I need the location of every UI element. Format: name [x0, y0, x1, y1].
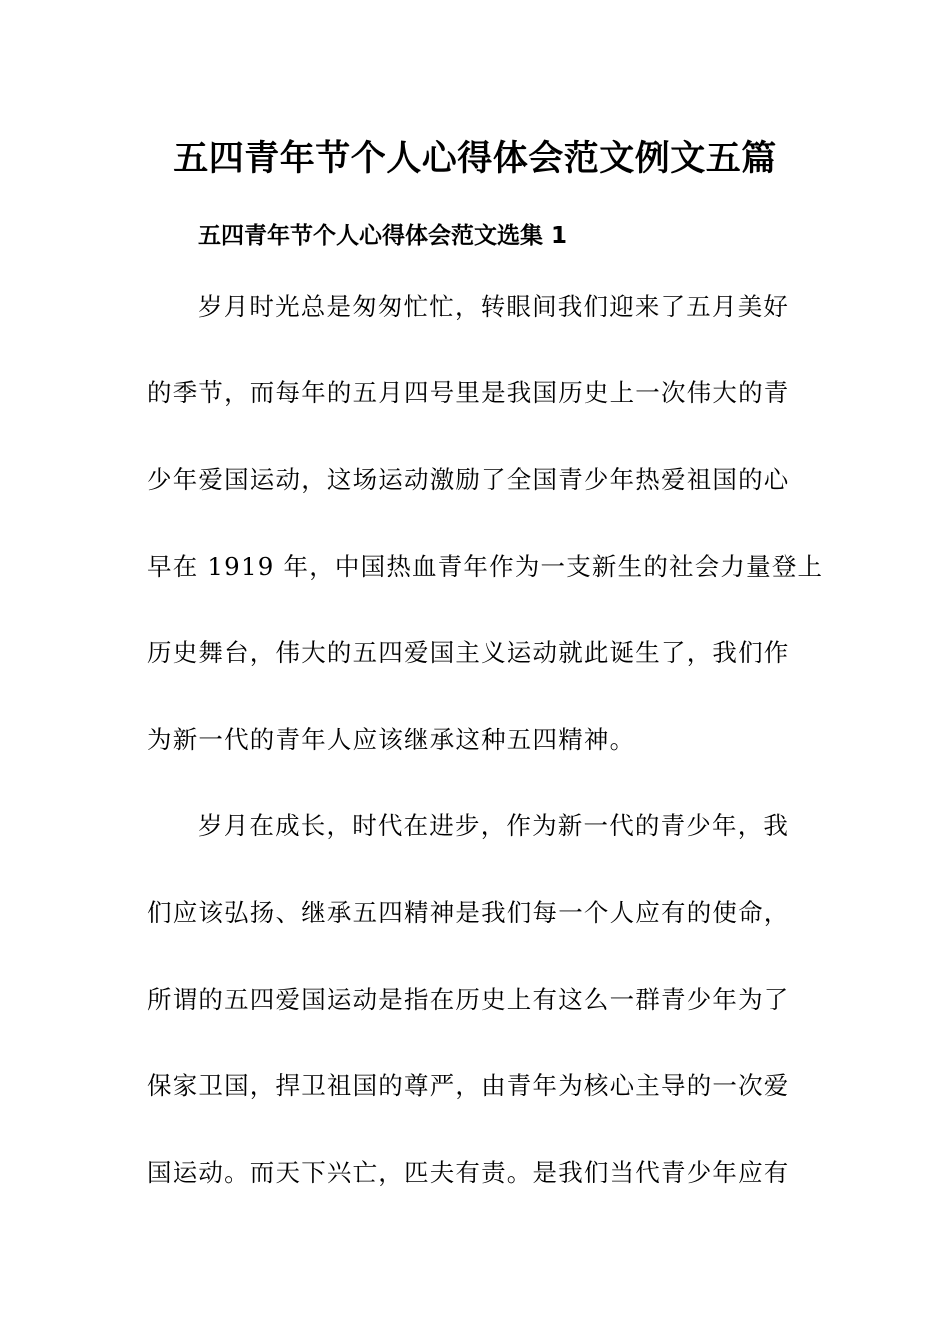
- document-title: 五四青年节个人心得体会范文例文五篇: [173, 139, 777, 179]
- paragraph-1-line-1: 岁月时光总是匆匆忙忙，转眼间我们迎来了五月美好: [198, 292, 790, 321]
- paragraph-2-line-3: 所谓的五四爱国运动是指在历史上有这么一群青少年为了: [147, 985, 790, 1014]
- paragraph-2-line-4: 保家卫国，捍卫祖国的尊严，由青年为核心主导的一次爱: [147, 1071, 790, 1100]
- paragraph-1-line-6: 为新一代的青年人应该继承这种五四精神。: [147, 725, 636, 754]
- paragraph-1-line-3: 少年爱国运动，这场运动激励了全国青少年热爱祖国的心: [147, 465, 790, 494]
- paragraph-1-line-4: 早在 1919 年，中国热血青年作为一支新生的社会力量登上: [147, 552, 824, 581]
- paragraph-2-line-1: 岁月在成长，时代在进步，作为新一代的青少年，我: [198, 811, 790, 840]
- paragraph-2-line-5: 国运动。而天下兴亡，匹夫有责。是我们当代青少年应有: [147, 1158, 790, 1187]
- paragraph-2-line-2: 们应该弘扬、继承五四精神是我们每一个人应有的使命，: [147, 898, 790, 927]
- paragraph-1-line-2: 的季节，而每年的五月四号里是我国历史上一次伟大的青: [147, 378, 790, 407]
- paragraph-1-line-5: 历史舞台，伟大的五四爱国主义运动就此诞生了，我们作: [147, 638, 790, 667]
- section-heading: 五四青年节个人心得体会范文选集 1: [198, 223, 568, 249]
